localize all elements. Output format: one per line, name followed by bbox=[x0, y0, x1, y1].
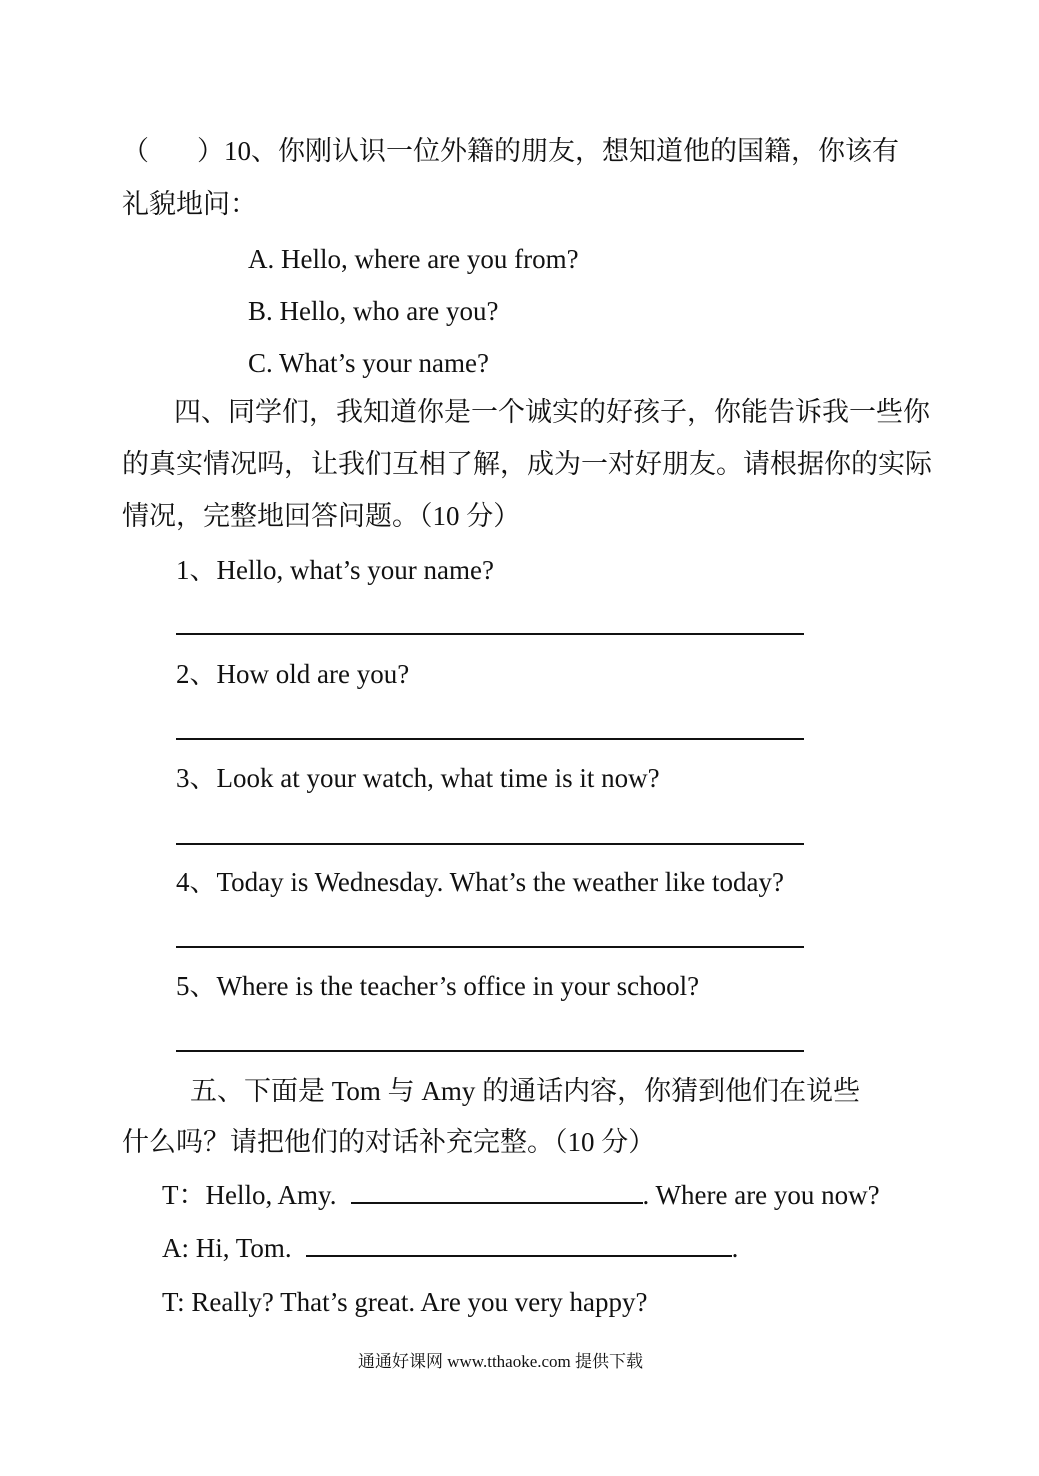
footer-source: 通通好课网 www.tthaoke.com 提供下载 bbox=[358, 1352, 644, 1371]
dialogue-line-1-after: . Where are you now? bbox=[642, 1180, 880, 1210]
dialogue-line-2-before: A: Hi, Tom. bbox=[162, 1233, 292, 1263]
section-4-question-4: 4、Today is Wednesday. What’s the weather like today? bbox=[176, 867, 785, 897]
dialogue-blank-1[interactable] bbox=[351, 1201, 643, 1204]
dialogue-line-2-after: . bbox=[731, 1233, 739, 1263]
dialogue-blank-2[interactable] bbox=[306, 1254, 732, 1257]
section-5-intro-line1: 五、下面是 Tom 与 Amy 的通话内容，你猜到他们在说些 bbox=[190, 1076, 861, 1106]
answer-line-3[interactable] bbox=[176, 843, 804, 845]
question-10-stem-line1 bbox=[122, 134, 899, 168]
answer-line-2[interactable] bbox=[176, 738, 804, 740]
dialogue-line-2 bbox=[162, 1231, 738, 1265]
section-4-intro-line2: 的真实情况吗，让我们互相了解，成为一对好朋友。请根据你的实际 bbox=[122, 449, 932, 479]
section-4-intro-line3: 情况，完整地回答问题。（10 分） bbox=[122, 501, 521, 531]
section-4-question-2: 2、How old are you? bbox=[176, 659, 410, 689]
question-10-stem-line2: 礼貌地问： bbox=[122, 189, 257, 219]
dialogue-line-1 bbox=[162, 1178, 880, 1212]
dialogue-line-3: T: Really? That’s great. Are you very happy? bbox=[162, 1287, 648, 1317]
answer-line-1[interactable] bbox=[176, 633, 804, 635]
section-5-intro-line2: 什么吗？请把他们的对话补充完整。（10 分） bbox=[122, 1127, 656, 1157]
section-4-question-5: 5、Where is the teacher’s office in your school? bbox=[176, 971, 700, 1001]
answer-bracket-open: （ bbox=[122, 136, 149, 166]
option-c: C. What’s your name? bbox=[248, 348, 489, 378]
question-10-text: 10、你刚认识一位外籍的朋友，想知道他的国籍，你该有 bbox=[224, 136, 899, 166]
option-b: B. Hello, who are you? bbox=[248, 296, 499, 326]
section-4-question-3: 3、Look at your watch, what time is it now? bbox=[176, 763, 660, 793]
answer-line-4[interactable] bbox=[176, 946, 804, 948]
answer-bracket-close: ） bbox=[197, 136, 224, 166]
dialogue-line-1-before: T：Hello, Amy. bbox=[162, 1180, 337, 1210]
section-4-intro-line1: 四、同学们，我知道你是一个诚实的好孩子，你能告诉我一些你 bbox=[174, 397, 930, 427]
section-4-question-1: 1、Hello, what’s your name? bbox=[176, 555, 494, 585]
answer-line-5[interactable] bbox=[176, 1050, 804, 1052]
option-a: A. Hello, where are you from? bbox=[248, 244, 579, 274]
